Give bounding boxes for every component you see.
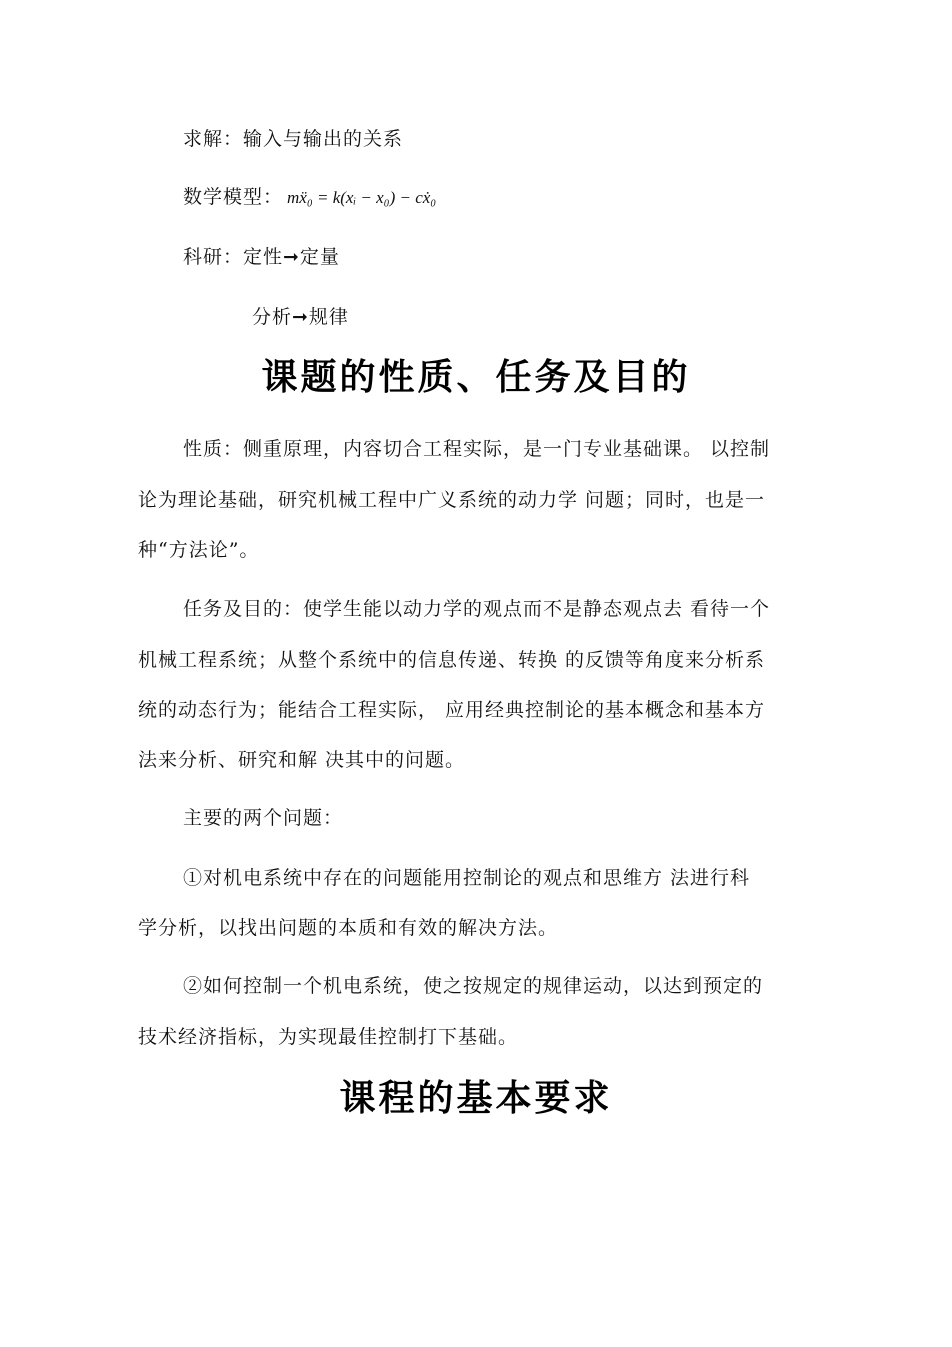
research-line-2: 分析➞规律 bbox=[252, 306, 349, 328]
section-title-requirements: 课程的基本要求 bbox=[339, 1078, 613, 1119]
nature-line-3: 种“方法论”。 bbox=[138, 539, 260, 561]
research-line bbox=[183, 245, 340, 269]
nature-line-1: 性质：侧重原理，内容切合工程实际，是一门专业基础课。 以控制 bbox=[183, 438, 771, 460]
problem-2-line-2: 技术经济指标，为实现最佳控制打下基础。 bbox=[138, 1026, 519, 1048]
research-label: 科研： bbox=[183, 246, 244, 268]
task-line-4: 法来分析、研究和解 决其中的问题。 bbox=[138, 749, 466, 771]
problem-1-line-2: 学分析，以找出问题的本质和有效的解决方法。 bbox=[138, 917, 559, 939]
task-line-3: 统的动态行为；能结合工程实际， 应用经典控制论的基本概念和基本方 bbox=[138, 699, 766, 721]
model-line bbox=[183, 185, 436, 210]
model-label: 数学模型： bbox=[183, 186, 284, 208]
problem-1-line-1: ①对机电系统中存在的问题能用控制论的观点和思维方 法进行科 bbox=[183, 867, 751, 889]
research-line-1: 定性➞定量 bbox=[243, 246, 340, 268]
nature-line-2: 论为理论基础，研究机械工程中广义系统的动力学 问题；同时，也是一 bbox=[138, 489, 766, 511]
problem-2-line-1: ②如何控制一个机电系统，使之按规定的规律运动，以达到预定的 bbox=[183, 975, 764, 997]
task-line-2: 机械工程系统；从整个系统中的信息传递、转换 的反馈等角度来分析系 bbox=[138, 649, 766, 671]
solve-line bbox=[183, 127, 403, 151]
solve-text: 输入与输出的关系 bbox=[243, 128, 404, 150]
main-problems-label: 主要的两个问题： bbox=[183, 807, 344, 829]
task-line-1: 任务及目的：使学生能以动力学的观点而不是静态观点去 看待一个 bbox=[183, 598, 771, 620]
solve-label: 求解： bbox=[183, 128, 244, 150]
section-title-nature: 课题的性质、任务及目的 bbox=[261, 357, 691, 398]
model-formula: mẍ₀ = k(xᵢ − x₀) − cẋ₀ bbox=[287, 188, 437, 207]
